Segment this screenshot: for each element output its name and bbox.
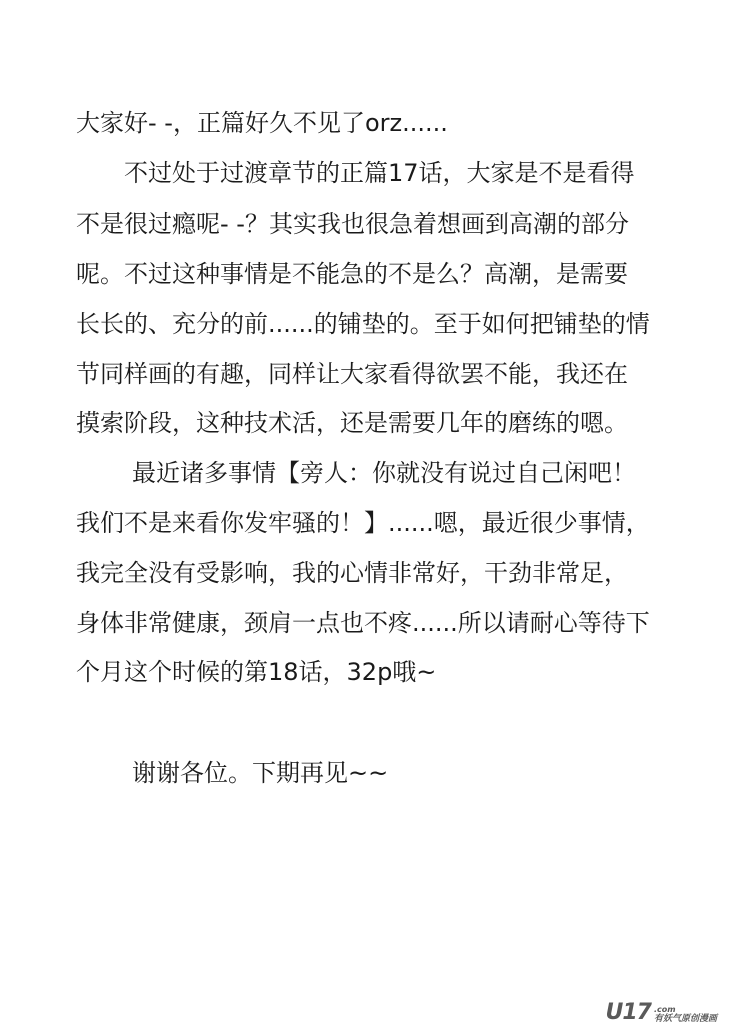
u17-watermark bbox=[606, 1000, 718, 1024]
watermark-text bbox=[654, 1006, 717, 1024]
text-line-2: 不过处于过渡章节的正篇17话，大家是不是看得 bbox=[124, 159, 635, 187]
text-line-9: 我们不是来看你发牢骚的！】......嗯，最近很少事情， bbox=[76, 509, 650, 537]
text-line-13: 谢谢各位。下期再见~~ bbox=[132, 759, 389, 787]
text-line-11: 身体非常健康，颈肩一点也不疼......所以请耐心等待下 bbox=[76, 609, 650, 637]
text-line-4: 呢。不过这种事情是不能急的不是么？高潮，是需要 bbox=[76, 260, 628, 288]
text-line-5: 长长的、充分的前......的铺垫的。至于如何把铺垫的情 bbox=[76, 310, 650, 338]
watermark-logo: U17 bbox=[605, 1000, 651, 1025]
watermark-slogan: 有妖气原创漫画 bbox=[653, 1014, 717, 1024]
text-line-7: 摸索阶段，这种技术活，还是需要几年的磨练的嗯。 bbox=[76, 409, 628, 437]
text-line-10: 我完全没有受影响，我的心情非常好，干劲非常足， bbox=[76, 559, 628, 587]
text-line-1: 大家好- -，正篇好久不见了orz...... bbox=[76, 109, 448, 137]
text-line-3: 不是很过瘾呢- -？其实我也很急着想画到高潮的部分 bbox=[76, 210, 629, 238]
watermark-domain: .com bbox=[653, 1005, 676, 1014]
text-line-6: 节同样画的有趣，同样让大家看得欲罢不能，我还在 bbox=[76, 360, 628, 388]
text-line-12: 个月这个时候的第18话，32p哦~ bbox=[76, 658, 437, 686]
text-line-8: 最近诸多事情【旁人：你就没有说过自己闲吧！ bbox=[132, 459, 636, 487]
